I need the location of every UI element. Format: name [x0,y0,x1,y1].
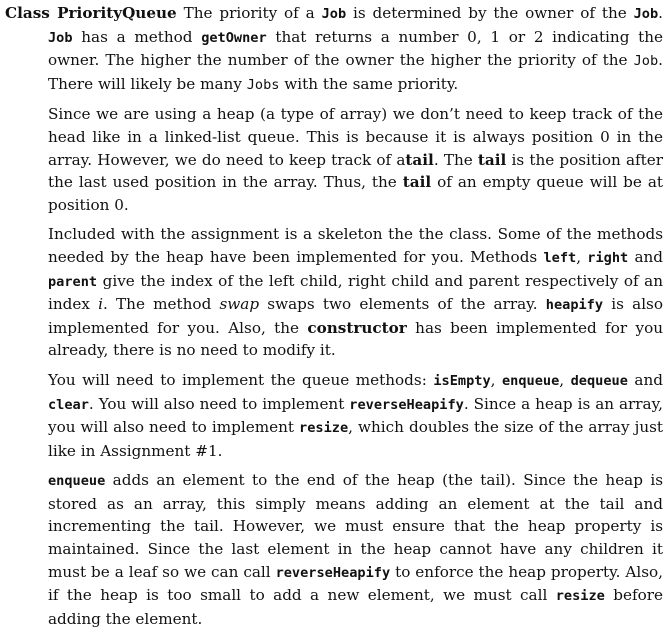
text-span: has a method [72,27,202,46]
bold-term: tail [405,150,434,169]
text-span: before adding the element. [48,586,663,628]
italic-term: i [98,295,103,314]
italic-term: swap [219,295,260,314]
text-span: of an empty queue will be at position 0. [48,173,663,214]
text-span: and [628,247,664,266]
text-span: adds an element to the end of the heap (the tail). Since the heap is stored as an array, this simply means adding an element at the tail and incrementing the tail. However, we must ensure that the heap property is maintained. Since the last element in the heap cannot have any children it must be a leaf so we can call [48,471,663,581]
text-span: give the index of the left child, right child and parent respectively of an index [48,271,663,314]
paragraph-skeleton-methods [5,223,663,362]
code-term: resize [555,588,605,605]
code-term: left [543,249,577,266]
text-span: , [559,370,571,389]
text-span: . The [433,150,478,169]
text-span: and [627,370,663,389]
text-span: is determined by the owner of the [346,4,634,22]
paragraph-priorityqueue-intro [5,2,663,96]
paragraph-enqueue [5,469,663,630]
text-span: . There will likely be many [48,51,663,93]
text-span: is also implemented for you. Also, the [48,295,663,337]
text-span: . You will also need to implement [88,394,350,413]
text-span: . Since a heap is an array, you will also need to implement [48,394,664,437]
text-span: . The method [103,295,220,314]
paragraph-heap-tail [5,103,663,216]
code-term: isEmpty [433,372,491,389]
text-span: has been implemented for you already, there is no need to modify it. [48,318,663,360]
document-body [5,2,663,637]
text-span: to enforce the heap property. Also, if the heap is too small to add a new element, we must call [48,562,664,605]
text-span: Since we are using a heap (a type of array) we don’t need to keep track of the head like in a linked-list queue. This is because it is always position 0 in the array. However, we do need to keep track of a [48,105,663,169]
text-span: The priority of a [176,4,322,22]
bold-term: tail [477,150,507,169]
code-term: clear [48,396,89,413]
code-term: reverseHeapify [275,564,391,581]
text-span: is the position after the last used position in the array. Thus, the [48,150,663,192]
bold-term: tail [402,173,432,192]
code-term: Job [633,53,659,70]
code-term: getOwner [201,29,267,46]
text-span: Included with the assignment is a skeleton the the class. Some of the methods needed by the heap have been implemented for you. Methods [48,225,663,266]
code-term: resize [299,420,349,437]
code-term: enqueue [501,372,560,389]
section-heading: Class PriorityQueue [5,4,177,22]
text-span: , [576,247,588,266]
code-term: enqueue [48,473,106,490]
code-term: Job [321,6,347,22]
text-span: with the same priority. [279,74,459,93]
text-span: that returns a number 0, 1 or 2 indicating the owner. The higher the number of the owner the higher the priority of the [48,27,663,70]
code-term: Job [633,6,659,22]
code-term: Jobs [246,76,280,93]
code-term: parent [48,273,98,290]
paragraph-queue-methods [5,369,663,462]
code-term: right [587,249,629,266]
code-term: heapify [545,297,604,314]
text-span: swaps two elements of the array. [259,295,546,314]
code-term: reverseHeapify [349,396,464,413]
text-span: . [658,4,663,22]
text-span: , [490,370,502,389]
code-term: dequeue [570,372,628,389]
bold-term: constructor [307,318,407,337]
text-span: You will need to implement the queue methods: [48,370,434,389]
code-term: Job [48,29,73,46]
text-span: , which doubles the size of the array just like in Assignment #1. [48,418,664,460]
